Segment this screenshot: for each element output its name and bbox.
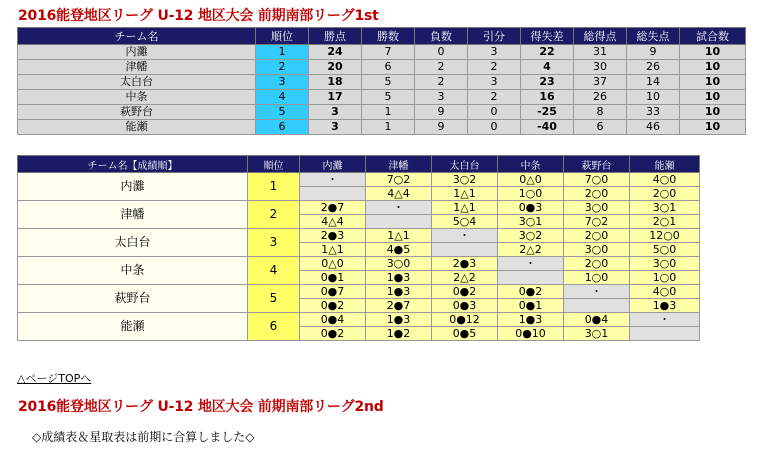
team-name: 能瀬	[18, 313, 248, 341]
stat-cell: 3	[468, 75, 521, 90]
match-result: 3○2	[498, 229, 564, 243]
match-result: 0●10	[498, 327, 564, 341]
match-result: 4○0	[630, 285, 700, 299]
stat-cell: -25	[521, 105, 574, 120]
standings-row	[18, 105, 746, 120]
match-result: 2●7	[300, 201, 366, 215]
team-name: 中条	[18, 90, 256, 105]
match-result: 2○0	[564, 229, 630, 243]
match-result: 2●3	[432, 257, 498, 271]
match-result: 3○2	[432, 173, 498, 187]
col-goals-for: 総得点	[574, 28, 627, 45]
match-result: 2●7	[366, 299, 432, 313]
col-vs-taihakudai: 太白台	[432, 156, 498, 173]
match-result: 2○0	[564, 257, 630, 271]
stat-cell: 23	[521, 75, 574, 90]
match-result: 0●1	[300, 271, 366, 285]
rank-cell: 3	[248, 229, 300, 257]
results-row	[18, 313, 700, 327]
standings-row	[18, 45, 746, 60]
team-name: 津幡	[18, 60, 256, 75]
results-row	[18, 257, 700, 271]
match-result: 0●3	[498, 201, 564, 215]
team-name: 内灘	[18, 45, 256, 60]
match-result: 1●3	[366, 271, 432, 285]
match-result	[300, 187, 366, 201]
match-result: 5○4	[432, 215, 498, 229]
match-result	[564, 299, 630, 313]
stat-cell: 10	[680, 105, 746, 120]
stat-cell: 18	[309, 75, 362, 90]
stat-cell: 10	[627, 90, 680, 105]
page-top-link[interactable]: △ページTOPへ	[17, 372, 92, 385]
col-rank: 順位	[256, 28, 309, 45]
match-result: 0●3	[432, 299, 498, 313]
col-points: 勝点	[309, 28, 362, 45]
stat-cell: 10	[680, 120, 746, 135]
col-wins: 勝数	[362, 28, 415, 45]
team-name: 太白台	[18, 229, 248, 257]
stat-cell: 16	[521, 90, 574, 105]
stat-cell: 5	[362, 90, 415, 105]
rank-cell: 2	[248, 201, 300, 229]
page-title-1st: 2016能登地区リーグ U-12 地区大会 前期南部リーグ1st	[18, 8, 379, 24]
merge-note: ◇成績表＆星取表は前期に合算しました◇	[32, 430, 255, 444]
results-row	[18, 173, 700, 187]
match-result: 5○0	[630, 243, 700, 257]
rank-cell: 3	[256, 75, 309, 90]
team-name: 能瀬	[18, 120, 256, 135]
match-result: 2○1	[630, 215, 700, 229]
match-result: 0●5	[432, 327, 498, 341]
match-result: 0△0	[300, 257, 366, 271]
stat-cell: 3	[309, 120, 362, 135]
match-result: 2○0	[630, 187, 700, 201]
match-result: 0●12	[432, 313, 498, 327]
stat-cell: 26	[627, 60, 680, 75]
match-result: 1△1	[366, 229, 432, 243]
stat-cell: 37	[574, 75, 627, 90]
results-grid	[17, 155, 700, 341]
stat-cell: 0	[468, 105, 521, 120]
results-row	[18, 229, 700, 243]
col-team: チーム名	[18, 28, 256, 45]
standings-row	[18, 90, 746, 105]
stat-cell: 2	[415, 60, 468, 75]
rank-cell: 4	[248, 257, 300, 285]
match-result: 2●3	[300, 229, 366, 243]
stat-cell: 30	[574, 60, 627, 75]
stat-cell: 33	[627, 105, 680, 120]
stat-cell: 9	[627, 45, 680, 60]
match-result: 7○0	[564, 173, 630, 187]
stat-cell: 0	[468, 120, 521, 135]
stat-cell: 6	[362, 60, 415, 75]
match-result: 3○1	[498, 215, 564, 229]
match-result: 1●3	[366, 313, 432, 327]
col-goals-against: 総失点	[627, 28, 680, 45]
stat-cell: 0	[415, 45, 468, 60]
match-result: 0●4	[564, 313, 630, 327]
match-result: ・	[432, 229, 498, 243]
standings-table	[17, 27, 746, 135]
col-team-by-rank: チーム名【成績順】	[18, 156, 248, 173]
match-result: 0●2	[300, 327, 366, 341]
stat-cell: 5	[362, 75, 415, 90]
stat-cell: 9	[415, 120, 468, 135]
match-result: 2△2	[498, 243, 564, 257]
stat-cell: 4	[521, 60, 574, 75]
stat-cell: 2	[468, 90, 521, 105]
match-result: 3○1	[630, 201, 700, 215]
standings-row	[18, 60, 746, 75]
rank-cell: 5	[256, 105, 309, 120]
page-title-2nd: 2016能登地区リーグ U-12 地区大会 前期南部リーグ2nd	[18, 399, 384, 415]
match-result: 0△0	[498, 173, 564, 187]
match-result: 3○0	[366, 257, 432, 271]
stat-cell: 46	[627, 120, 680, 135]
team-name: 萩野台	[18, 105, 256, 120]
col-goal-diff: 得失差	[521, 28, 574, 45]
match-result	[432, 243, 498, 257]
rank-cell: 1	[256, 45, 309, 60]
rank-cell: 1	[248, 173, 300, 201]
match-result: 0●2	[432, 285, 498, 299]
match-result: ・	[366, 201, 432, 215]
col-draws: 引分	[468, 28, 521, 45]
match-result: ・	[564, 285, 630, 299]
stat-cell: 10	[680, 90, 746, 105]
team-name: 太白台	[18, 75, 256, 90]
match-result: 0●2	[498, 285, 564, 299]
match-result: 4△4	[300, 215, 366, 229]
stat-cell: -40	[521, 120, 574, 135]
stat-cell: 1	[362, 105, 415, 120]
match-result: 1○0	[630, 271, 700, 285]
match-result: 0●4	[300, 313, 366, 327]
col-vs-chujo: 中条	[498, 156, 564, 173]
match-result: 1○0	[498, 187, 564, 201]
stat-cell: 3	[468, 45, 521, 60]
match-result: 4○0	[630, 173, 700, 187]
stat-cell: 9	[415, 105, 468, 120]
stat-cell: 22	[521, 45, 574, 60]
match-result: 1○0	[564, 271, 630, 285]
results-row	[18, 201, 700, 215]
stat-cell: 2	[415, 75, 468, 90]
stat-cell: 2	[468, 60, 521, 75]
match-result	[366, 215, 432, 229]
standings-row	[18, 75, 746, 90]
match-result: 12○0	[630, 229, 700, 243]
stat-cell: 24	[309, 45, 362, 60]
col-games: 試合数	[680, 28, 746, 45]
team-name: 津幡	[18, 201, 248, 229]
stat-cell: 26	[574, 90, 627, 105]
stat-cell: 3	[415, 90, 468, 105]
match-result: 3○0	[564, 201, 630, 215]
rank-cell: 5	[248, 285, 300, 313]
match-result: 1●3	[498, 313, 564, 327]
rank-cell: 6	[256, 120, 309, 135]
col-vs-tsubata: 津幡	[366, 156, 432, 173]
standings-header-row	[18, 28, 746, 45]
stat-cell: 6	[574, 120, 627, 135]
rank-cell: 6	[248, 313, 300, 341]
stat-cell: 20	[309, 60, 362, 75]
team-name: 萩野台	[18, 285, 248, 313]
match-result: 0●2	[300, 299, 366, 313]
match-result: 3○0	[630, 257, 700, 271]
match-result: 3○1	[564, 327, 630, 341]
stat-cell: 10	[680, 45, 746, 60]
match-result	[498, 271, 564, 285]
rank-cell: 4	[256, 90, 309, 105]
col-vs-haginodai: 萩野台	[564, 156, 630, 173]
match-result: 2○0	[564, 187, 630, 201]
match-result: 1●3	[630, 299, 700, 313]
stat-cell: 1	[362, 120, 415, 135]
stat-cell: 3	[309, 105, 362, 120]
results-row	[18, 285, 700, 299]
rank-cell: 2	[256, 60, 309, 75]
match-result: 7○2	[564, 215, 630, 229]
match-result: ・	[498, 257, 564, 271]
col-vs-uchinada: 内灘	[300, 156, 366, 173]
stat-cell: 31	[574, 45, 627, 60]
stat-cell: 7	[362, 45, 415, 60]
match-result: 7○2	[366, 173, 432, 187]
stat-cell: 14	[627, 75, 680, 90]
stat-cell: 17	[309, 90, 362, 105]
match-result: 1△1	[300, 243, 366, 257]
match-result: 0●7	[300, 285, 366, 299]
col-rank: 順位	[248, 156, 300, 173]
match-result: 0●1	[498, 299, 564, 313]
standings-row	[18, 120, 746, 135]
match-result	[630, 327, 700, 341]
match-result: 2△2	[432, 271, 498, 285]
match-result: 4●5	[366, 243, 432, 257]
results-header-row	[18, 156, 700, 173]
match-result: 1●3	[366, 285, 432, 299]
team-name: 中条	[18, 257, 248, 285]
match-result: 1△1	[432, 187, 498, 201]
col-vs-nose: 能瀬	[630, 156, 700, 173]
match-result: ・	[630, 313, 700, 327]
match-result: 1●2	[366, 327, 432, 341]
stat-cell: 8	[574, 105, 627, 120]
match-result: 1△1	[432, 201, 498, 215]
col-losses: 負数	[415, 28, 468, 45]
team-name: 内灘	[18, 173, 248, 201]
stat-cell: 10	[680, 75, 746, 90]
match-result: 3○0	[564, 243, 630, 257]
match-result: ・	[300, 173, 366, 187]
stat-cell: 10	[680, 60, 746, 75]
match-result: 4△4	[366, 187, 432, 201]
